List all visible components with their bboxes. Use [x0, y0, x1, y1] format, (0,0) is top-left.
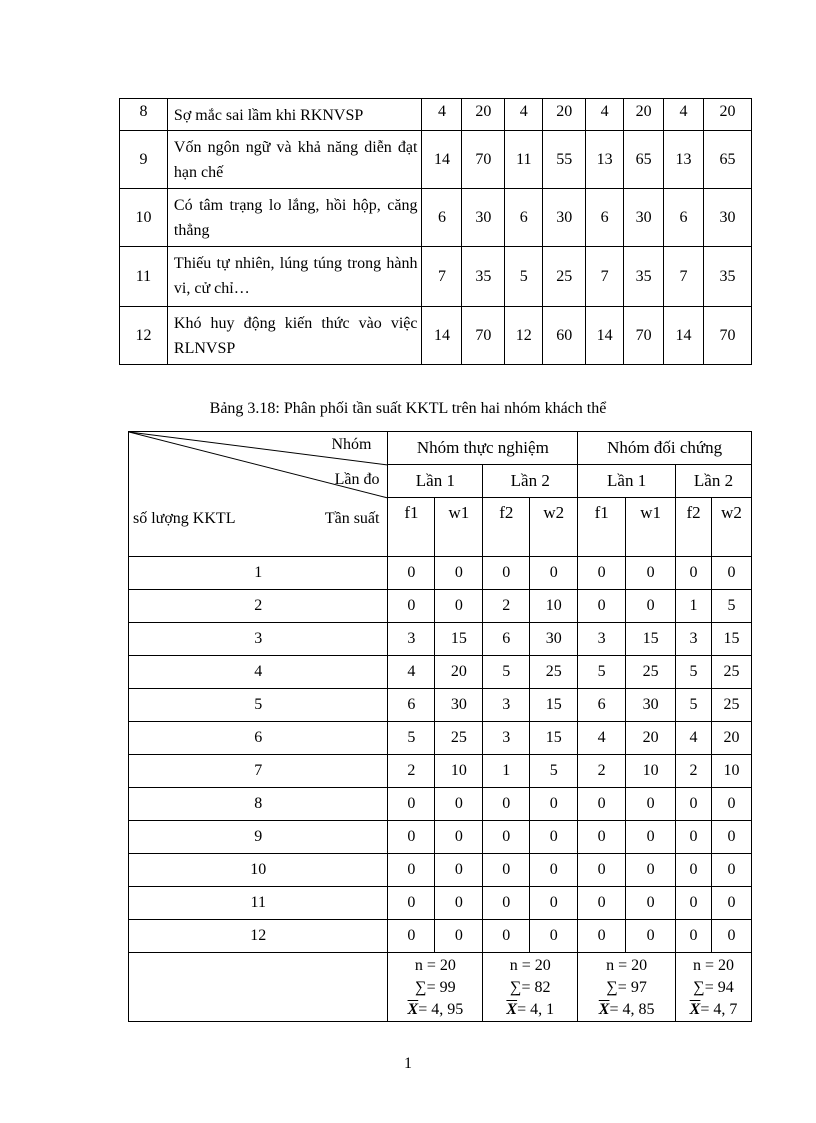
frequency-cell: 0	[530, 788, 578, 821]
frequency-cell: 10	[435, 755, 483, 788]
summary-mean	[483, 999, 577, 1021]
value-cell: 14	[422, 131, 462, 189]
measure-header: Lần 2	[483, 465, 578, 498]
summary-empty-cell	[129, 953, 388, 1022]
summary-sum: ∑= 94	[693, 979, 734, 996]
summary-mean	[578, 999, 675, 1021]
frequency-cell: 0	[388, 590, 435, 623]
frequency-cell: 10	[626, 755, 676, 788]
corner-freq-label: Tần suất	[324, 510, 380, 527]
frequency-cell: 0	[626, 854, 676, 887]
frequency-cell: 6	[578, 689, 626, 722]
frequency-cell: 0	[435, 920, 483, 953]
frequency-cell: 15	[712, 623, 752, 656]
row-number: 8	[120, 99, 168, 131]
frequency-cell: 0	[388, 788, 435, 821]
frequency-cell: 1	[676, 590, 712, 623]
value-cell: 30	[704, 189, 752, 247]
table-row	[129, 887, 752, 920]
summary-n: n = 20	[693, 957, 735, 974]
frequency-table	[128, 431, 752, 1022]
frequency-cell: 20	[712, 722, 752, 755]
frequency-cell: 0	[483, 557, 530, 590]
kktl-count-label: 11	[129, 887, 388, 920]
frequency-cell: 4	[388, 656, 435, 689]
value-cell: 35	[704, 247, 752, 307]
value-cell: 4	[586, 99, 624, 131]
frequency-cell: 10	[712, 755, 752, 788]
frequency-cell: 5	[676, 689, 712, 722]
frequency-cell: 0	[578, 788, 626, 821]
summary-cell	[578, 953, 676, 1022]
frequency-cell: 0	[578, 920, 626, 953]
frequency-cell: 0	[578, 821, 626, 854]
frequency-cell: 0	[530, 821, 578, 854]
frequency-cell: 0	[388, 557, 435, 590]
frequency-cell: 0	[712, 821, 752, 854]
value-cell: 4	[664, 99, 704, 131]
frequency-cell: 0	[712, 920, 752, 953]
mean-value: = 4, 7	[700, 1001, 738, 1018]
frequency-cell: 0	[578, 557, 626, 590]
frequency-cell: 4	[676, 722, 712, 755]
frequency-cell: 0	[676, 821, 712, 854]
kktl-count-label: 2	[129, 590, 388, 623]
frequency-cell: 5	[578, 656, 626, 689]
value-cell: 35	[462, 247, 505, 307]
value-cell: 12	[505, 307, 543, 365]
summary-mean	[676, 999, 751, 1021]
summary-sum: ∑= 97	[606, 979, 647, 996]
row-description: Có tâm trạng lo lắng, hồi hộp, căng thẳng	[167, 189, 422, 247]
frequency-cell: 3	[388, 623, 435, 656]
value-cell: 6	[664, 189, 704, 247]
value-cell: 70	[462, 307, 505, 365]
value-cell: 20	[462, 99, 505, 131]
value-cell: 55	[543, 131, 586, 189]
table-row	[120, 131, 752, 189]
frequency-cell: 4	[578, 722, 626, 755]
frequency-cell: 15	[435, 623, 483, 656]
value-cell: 65	[704, 131, 752, 189]
row-description: Khó huy động kiến thức vào việc RLNVSP	[167, 307, 422, 365]
frequency-cell: 0	[388, 854, 435, 887]
frequency-cell: 5	[530, 755, 578, 788]
frequency-cell: 0	[483, 788, 530, 821]
table-row	[129, 623, 752, 656]
mean-symbol: $\overline{X}$	[598, 1001, 610, 1018]
kktl-count-label: 8	[129, 788, 388, 821]
table-row	[129, 722, 752, 755]
corner-header-cell	[129, 432, 388, 557]
frequency-cell: 30	[530, 623, 578, 656]
frequency-cell: 0	[712, 854, 752, 887]
mean-value: = 4, 85	[609, 1001, 655, 1018]
frequency-cell: 0	[626, 821, 676, 854]
value-cell: 7	[586, 247, 624, 307]
table-row	[129, 788, 752, 821]
frequency-cell: 0	[388, 821, 435, 854]
value-cell: 4	[422, 99, 462, 131]
frequency-cell: 0	[712, 887, 752, 920]
column-header: w2	[530, 498, 578, 557]
frequency-cell: 0	[676, 557, 712, 590]
frequency-cell: 0	[483, 887, 530, 920]
row-number: 12	[120, 307, 168, 365]
value-cell: 30	[462, 189, 505, 247]
frequency-cell: 0	[578, 590, 626, 623]
kktl-count-label: 4	[129, 656, 388, 689]
difficulty-table	[119, 98, 752, 365]
value-cell: 25	[543, 247, 586, 307]
value-cell: 13	[586, 131, 624, 189]
summary-sum: ∑= 82	[510, 979, 551, 996]
row-number: 9	[120, 131, 168, 189]
corner-group-label: Nhóm	[331, 436, 372, 453]
table-row	[129, 854, 752, 887]
frequency-cell: 0	[578, 854, 626, 887]
frequency-cell: 0	[676, 920, 712, 953]
row-number: 10	[120, 189, 168, 247]
frequency-cell: 20	[435, 656, 483, 689]
frequency-cell: 2	[483, 590, 530, 623]
frequency-cell: 25	[712, 689, 752, 722]
frequency-cell: 0	[435, 788, 483, 821]
kktl-count-label: 1	[129, 557, 388, 590]
table-row	[120, 307, 752, 365]
mean-symbol: $\overline{X}$	[407, 1001, 419, 1018]
column-header: f2	[676, 498, 712, 557]
value-cell: 35	[624, 247, 664, 307]
frequency-cell: 0	[712, 557, 752, 590]
summary-row	[129, 953, 752, 1022]
table-row	[129, 557, 752, 590]
kktl-count-label: 5	[129, 689, 388, 722]
measure-header: Lần 1	[578, 465, 676, 498]
summary-n: n = 20	[414, 957, 456, 974]
value-cell: 70	[624, 307, 664, 365]
frequency-cell: 3	[676, 623, 712, 656]
summary-cell	[676, 953, 752, 1022]
column-header: f1	[388, 498, 435, 557]
frequency-cell: 0	[676, 788, 712, 821]
column-header: w1	[626, 498, 676, 557]
frequency-cell: 0	[530, 557, 578, 590]
frequency-cell: 2	[388, 755, 435, 788]
kktl-count-label: 10	[129, 854, 388, 887]
table-row	[129, 590, 752, 623]
row-description: Thiếu tự nhiên, lúng túng trong hành vi, cử chỉ…	[167, 247, 422, 307]
frequency-cell: 5	[388, 722, 435, 755]
frequency-cell: 0	[626, 557, 676, 590]
frequency-cell: 0	[388, 920, 435, 953]
column-header: f1	[578, 498, 626, 557]
value-cell: 5	[505, 247, 543, 307]
table-caption: Bảng 3.18: Phân phối tần suất KKTL trên hai nhóm khách thể	[209, 400, 607, 417]
frequency-cell: 0	[530, 854, 578, 887]
table-row	[129, 920, 752, 953]
value-cell: 20	[543, 99, 586, 131]
frequency-cell: 25	[435, 722, 483, 755]
measure-header: Lần 1	[388, 465, 483, 498]
value-cell: 6	[422, 189, 462, 247]
table-row	[120, 247, 752, 307]
value-cell: 30	[543, 189, 586, 247]
value-cell: 7	[664, 247, 704, 307]
frequency-cell: 0	[483, 920, 530, 953]
frequency-cell: 0	[483, 854, 530, 887]
frequency-cell: 0	[435, 557, 483, 590]
value-cell: 14	[422, 307, 462, 365]
group-header-experimental: Nhóm thực nghiệm	[388, 432, 578, 465]
table-row	[129, 755, 752, 788]
mean-value: = 4, 1	[517, 1001, 555, 1018]
value-cell: 60	[543, 307, 586, 365]
frequency-cell: 0	[676, 854, 712, 887]
row-description: Sợ mắc sai lầm khi RKNVSP	[167, 99, 422, 131]
value-cell: 7	[422, 247, 462, 307]
frequency-cell: 6	[388, 689, 435, 722]
value-cell: 6	[505, 189, 543, 247]
value-cell: 20	[624, 99, 664, 131]
frequency-cell: 30	[435, 689, 483, 722]
frequency-cell: 25	[530, 656, 578, 689]
frequency-cell: 20	[626, 722, 676, 755]
kktl-count-label: 12	[129, 920, 388, 953]
frequency-cell: 0	[626, 920, 676, 953]
value-cell: 13	[664, 131, 704, 189]
frequency-cell: 3	[483, 722, 530, 755]
frequency-cell: 25	[712, 656, 752, 689]
frequency-cell: 10	[530, 590, 578, 623]
corner-measure-label: Lần đo	[334, 471, 380, 488]
frequency-cell: 25	[626, 656, 676, 689]
value-cell: 6	[586, 189, 624, 247]
table-row	[120, 99, 752, 131]
table-row	[129, 656, 752, 689]
frequency-cell: 30	[626, 689, 676, 722]
kktl-count-label: 3	[129, 623, 388, 656]
value-cell: 65	[624, 131, 664, 189]
value-cell: 70	[704, 307, 752, 365]
summary-n: n = 20	[606, 957, 648, 974]
frequency-cell: 0	[676, 887, 712, 920]
value-cell: 20	[704, 99, 752, 131]
frequency-cell: 0	[388, 887, 435, 920]
frequency-cell: 6	[483, 623, 530, 656]
value-cell: 11	[505, 131, 543, 189]
table-row	[129, 689, 752, 722]
frequency-cell: 3	[483, 689, 530, 722]
summary-cell	[483, 953, 578, 1022]
frequency-cell: 3	[578, 623, 626, 656]
summary-n: n = 20	[509, 957, 551, 974]
frequency-cell: 0	[626, 887, 676, 920]
mean-symbol: $\overline{X}$	[689, 1001, 701, 1018]
frequency-cell: 1	[483, 755, 530, 788]
frequency-cell: 0	[435, 854, 483, 887]
frequency-cell: 2	[676, 755, 712, 788]
frequency-cell: 0	[530, 920, 578, 953]
value-cell: 70	[462, 131, 505, 189]
kktl-count-label: 6	[129, 722, 388, 755]
group-header-control: Nhóm đối chứng	[578, 432, 752, 465]
table-row	[120, 189, 752, 247]
value-cell: 14	[586, 307, 624, 365]
frequency-cell: 5	[712, 590, 752, 623]
frequency-cell: 2	[578, 755, 626, 788]
row-number: 11	[120, 247, 168, 307]
frequency-cell: 0	[578, 887, 626, 920]
frequency-cell: 5	[483, 656, 530, 689]
kktl-count-label: 7	[129, 755, 388, 788]
table-row	[129, 821, 752, 854]
summary-cell	[388, 953, 483, 1022]
frequency-cell: 0	[483, 821, 530, 854]
summary-sum: ∑= 99	[415, 979, 456, 996]
value-cell: 30	[624, 189, 664, 247]
row-description: Vốn ngôn ngữ và khả năng diễn đạt hạn chế	[167, 131, 422, 189]
column-header: f2	[483, 498, 530, 557]
frequency-cell: 15	[530, 689, 578, 722]
frequency-cell: 0	[626, 788, 676, 821]
frequency-cell: 15	[530, 722, 578, 755]
frequency-cell: 0	[435, 590, 483, 623]
value-cell: 4	[505, 99, 543, 131]
measure-header: Lần 2	[676, 465, 752, 498]
kktl-count-label: 9	[129, 821, 388, 854]
mean-symbol: $\overline{X}$	[506, 1001, 518, 1018]
frequency-cell: 0	[435, 887, 483, 920]
column-header: w1	[435, 498, 483, 557]
frequency-cell: 5	[676, 656, 712, 689]
corner-count-label: số lượng KKTL	[133, 510, 236, 527]
frequency-cell: 0	[626, 590, 676, 623]
column-header: w2	[712, 498, 752, 557]
frequency-cell: 0	[712, 788, 752, 821]
frequency-cell: 15	[626, 623, 676, 656]
value-cell: 14	[664, 307, 704, 365]
frequency-cell: 0	[435, 821, 483, 854]
page-number: 1	[404, 1055, 412, 1072]
frequency-cell: 0	[530, 887, 578, 920]
mean-value: = 4, 95	[418, 1001, 464, 1018]
summary-mean	[388, 999, 482, 1021]
